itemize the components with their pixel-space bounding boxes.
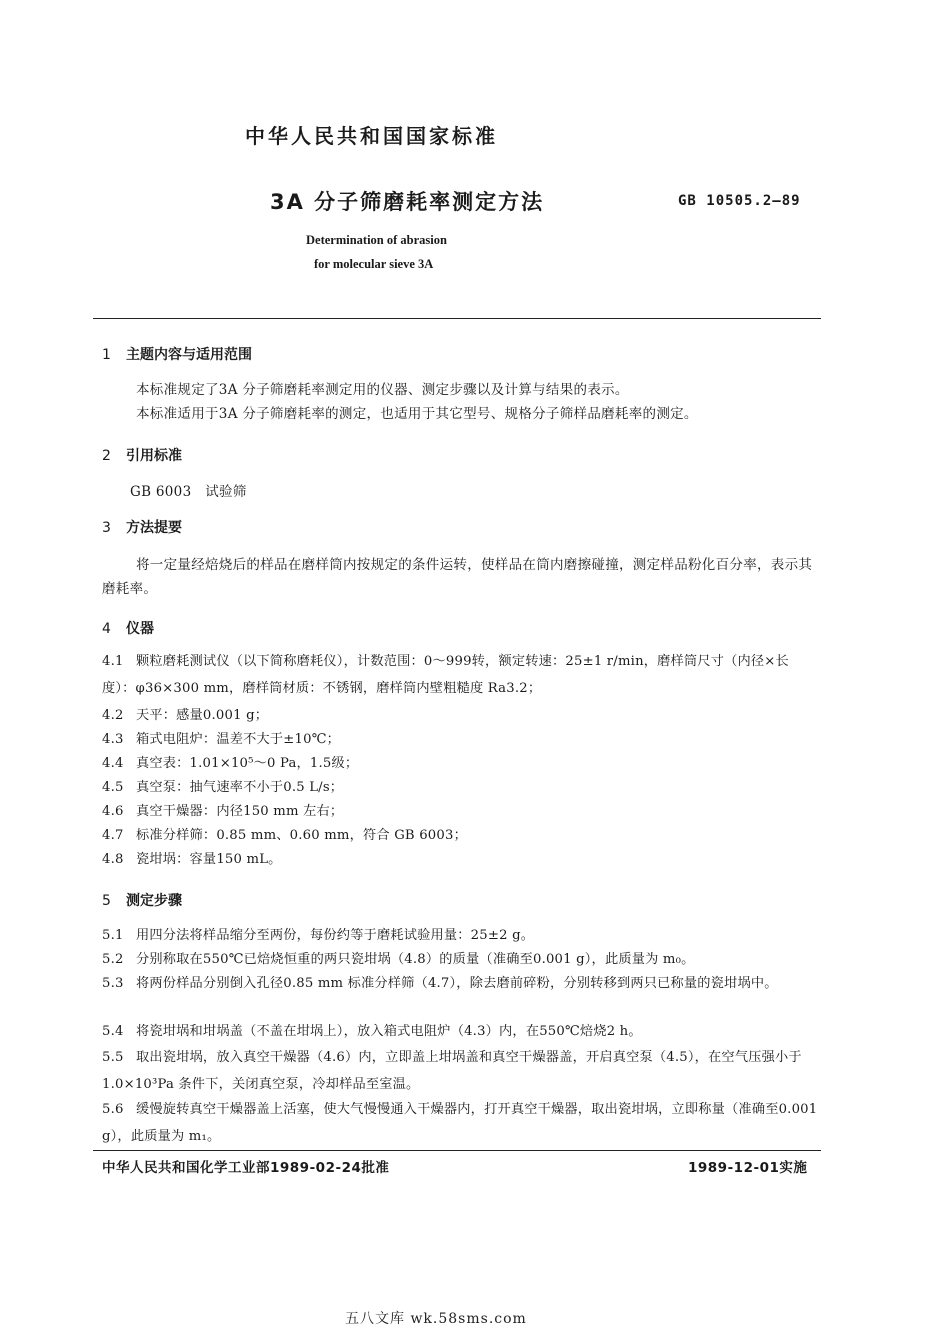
effective-date: 1989-12-01实施 (688, 1160, 808, 1176)
item-number: 4.4 (102, 756, 124, 771)
item-text: 箱式电阻炉：温差不大于±10℃； (136, 732, 341, 747)
section-title: 测定步骤 (126, 893, 182, 909)
section-title: 方法提要 (126, 520, 182, 536)
section-3-paragraph: 将一定量经焙烧后的样品在磨样筒内按规定的条件运转，使样品在筒内磨擦碰撞，测定样品粉化百分率，表示其磨耗率。 (102, 557, 813, 597)
header-divider (93, 318, 821, 319)
item-text: 真空泵：抽气速率不小于0.5 L/s； (136, 780, 344, 795)
standard-number: GB 10505.2—89 (678, 193, 801, 209)
item-text: 真空干燥器：内径150 mm 左右； (136, 804, 344, 819)
item-text: 用四分法将样品缩分至两份，每份约等于磨耗试验用量：25±2 g。 (136, 928, 535, 943)
item-text: 天平：感量0.001 g； (136, 708, 269, 723)
section-title: 引用标准 (126, 448, 182, 464)
footer-divider (93, 1150, 821, 1151)
list-item (102, 946, 822, 973)
list-item (102, 922, 822, 949)
section-number: 4 (102, 621, 111, 637)
item-number: 4.2 (102, 708, 124, 723)
section-1-paragraph-1: 本标准规定了3A 分子筛磨耗率测定用的仪器、测定步骤以及计算与结果的表示。 (136, 382, 629, 398)
section-1-heading (102, 344, 252, 364)
item-number: 5.1 (102, 928, 124, 943)
english-title-line2: for molecular sieve 3A (314, 257, 434, 271)
list-item (102, 750, 822, 777)
section-3-heading (102, 517, 182, 537)
item-number: 5.3 (102, 976, 124, 991)
item-number: 5.5 (102, 1050, 124, 1065)
section-title: 仪器 (126, 621, 154, 637)
item-text: 分别称取在550℃已焙烧恒重的两只瓷坩埚（4.8）的质量（准确至0.001 g），此质量为 m₀。 (136, 952, 695, 967)
item-number: 5.4 (102, 1024, 124, 1039)
item-text: 瓷坩埚：容量150 mL。 (136, 852, 282, 867)
list-item (102, 774, 822, 801)
item-number: 4.3 (102, 732, 124, 747)
reference-standard: GB 6003 试验筛 (130, 484, 247, 500)
list-item (102, 1044, 822, 1098)
item-text: 取出瓷坩埚，放入真空干燥器（4.6）内，立即盖上坩埚盖和真空干燥器盖，开启真空泵（4.5），在空气压强小于1.0×10³Pa 条件下，关闭真空泵，冷却样品至室温。 (102, 1050, 802, 1092)
item-text: 缓慢旋转真空干燥器盖上活塞，使大气慢慢通入干燥器内，打开真空干燥器，取出瓷坩埚，立即称量（准确至0.001 g），此质量为 m₁。 (102, 1102, 818, 1144)
item-text: 将瓷坩埚和坩埚盖（不盖在坩埚上），放入箱式电阻炉（4.3）内，在550℃焙烧2 h。 (136, 1024, 642, 1039)
list-item (102, 726, 822, 753)
list-item (102, 970, 822, 997)
english-title-line1: Determination of abrasion (306, 233, 447, 247)
national-standard-heading: 中华人民共和国国家标准 (245, 124, 498, 148)
section-4-heading (102, 618, 154, 638)
section-number: 3 (102, 520, 111, 536)
document-title: 3A 分子筛磨耗率测定方法 (270, 190, 545, 214)
section-5-heading (102, 890, 182, 910)
item-number: 5.2 (102, 952, 124, 967)
item-text: 将两份样品分别倒入孔径0.85 mm 标准分样筛（4.7），除去磨前碎粉，分别转移到两只已称量的瓷坩埚中。 (136, 976, 778, 991)
item-number: 4.8 (102, 852, 124, 867)
list-item (102, 822, 822, 849)
section-number: 2 (102, 448, 111, 464)
section-2-heading (102, 445, 182, 465)
list-item (102, 702, 822, 729)
section-number: 5 (102, 893, 111, 909)
item-number: 4.6 (102, 804, 124, 819)
item-text: 标准分样筛：0.85 mm、0.60 mm，符合 GB 6003； (136, 828, 467, 843)
item-number: 4.5 (102, 780, 124, 795)
item-text: 真空表：1.01×10⁵～0 Pa，1.5级； (136, 756, 359, 771)
item-number: 5.6 (102, 1102, 124, 1117)
item-number: 4.1 (102, 654, 124, 669)
list-item (102, 648, 822, 702)
list-item (102, 798, 822, 825)
section-number: 1 (102, 347, 111, 363)
list-item (102, 1096, 822, 1150)
list-item (102, 1018, 822, 1045)
section-title: 主题内容与适用范围 (126, 347, 252, 363)
item-text: 颗粒磨耗测试仪（以下简称磨耗仪），计数范围：0～999转，额定转速：25±1 r/min，磨样筒尺寸（内径×长度）：φ36×300 mm，磨样筒材质：不锈钢，磨样筒内壁粗糙度 Ra3.2； (102, 654, 789, 696)
section-1-paragraph-2: 本标准适用于3A 分子筛磨耗率的测定，也适用于其它型号、规格分子筛样品磨耗率的测定。 (136, 406, 698, 422)
approval-date: 中华人民共和国化学工业部1989-02-24批准 (102, 1160, 390, 1176)
list-item (102, 846, 822, 873)
item-number: 4.7 (102, 828, 124, 843)
site-watermark: 五八文库 wk.58sms.com (345, 1311, 527, 1327)
